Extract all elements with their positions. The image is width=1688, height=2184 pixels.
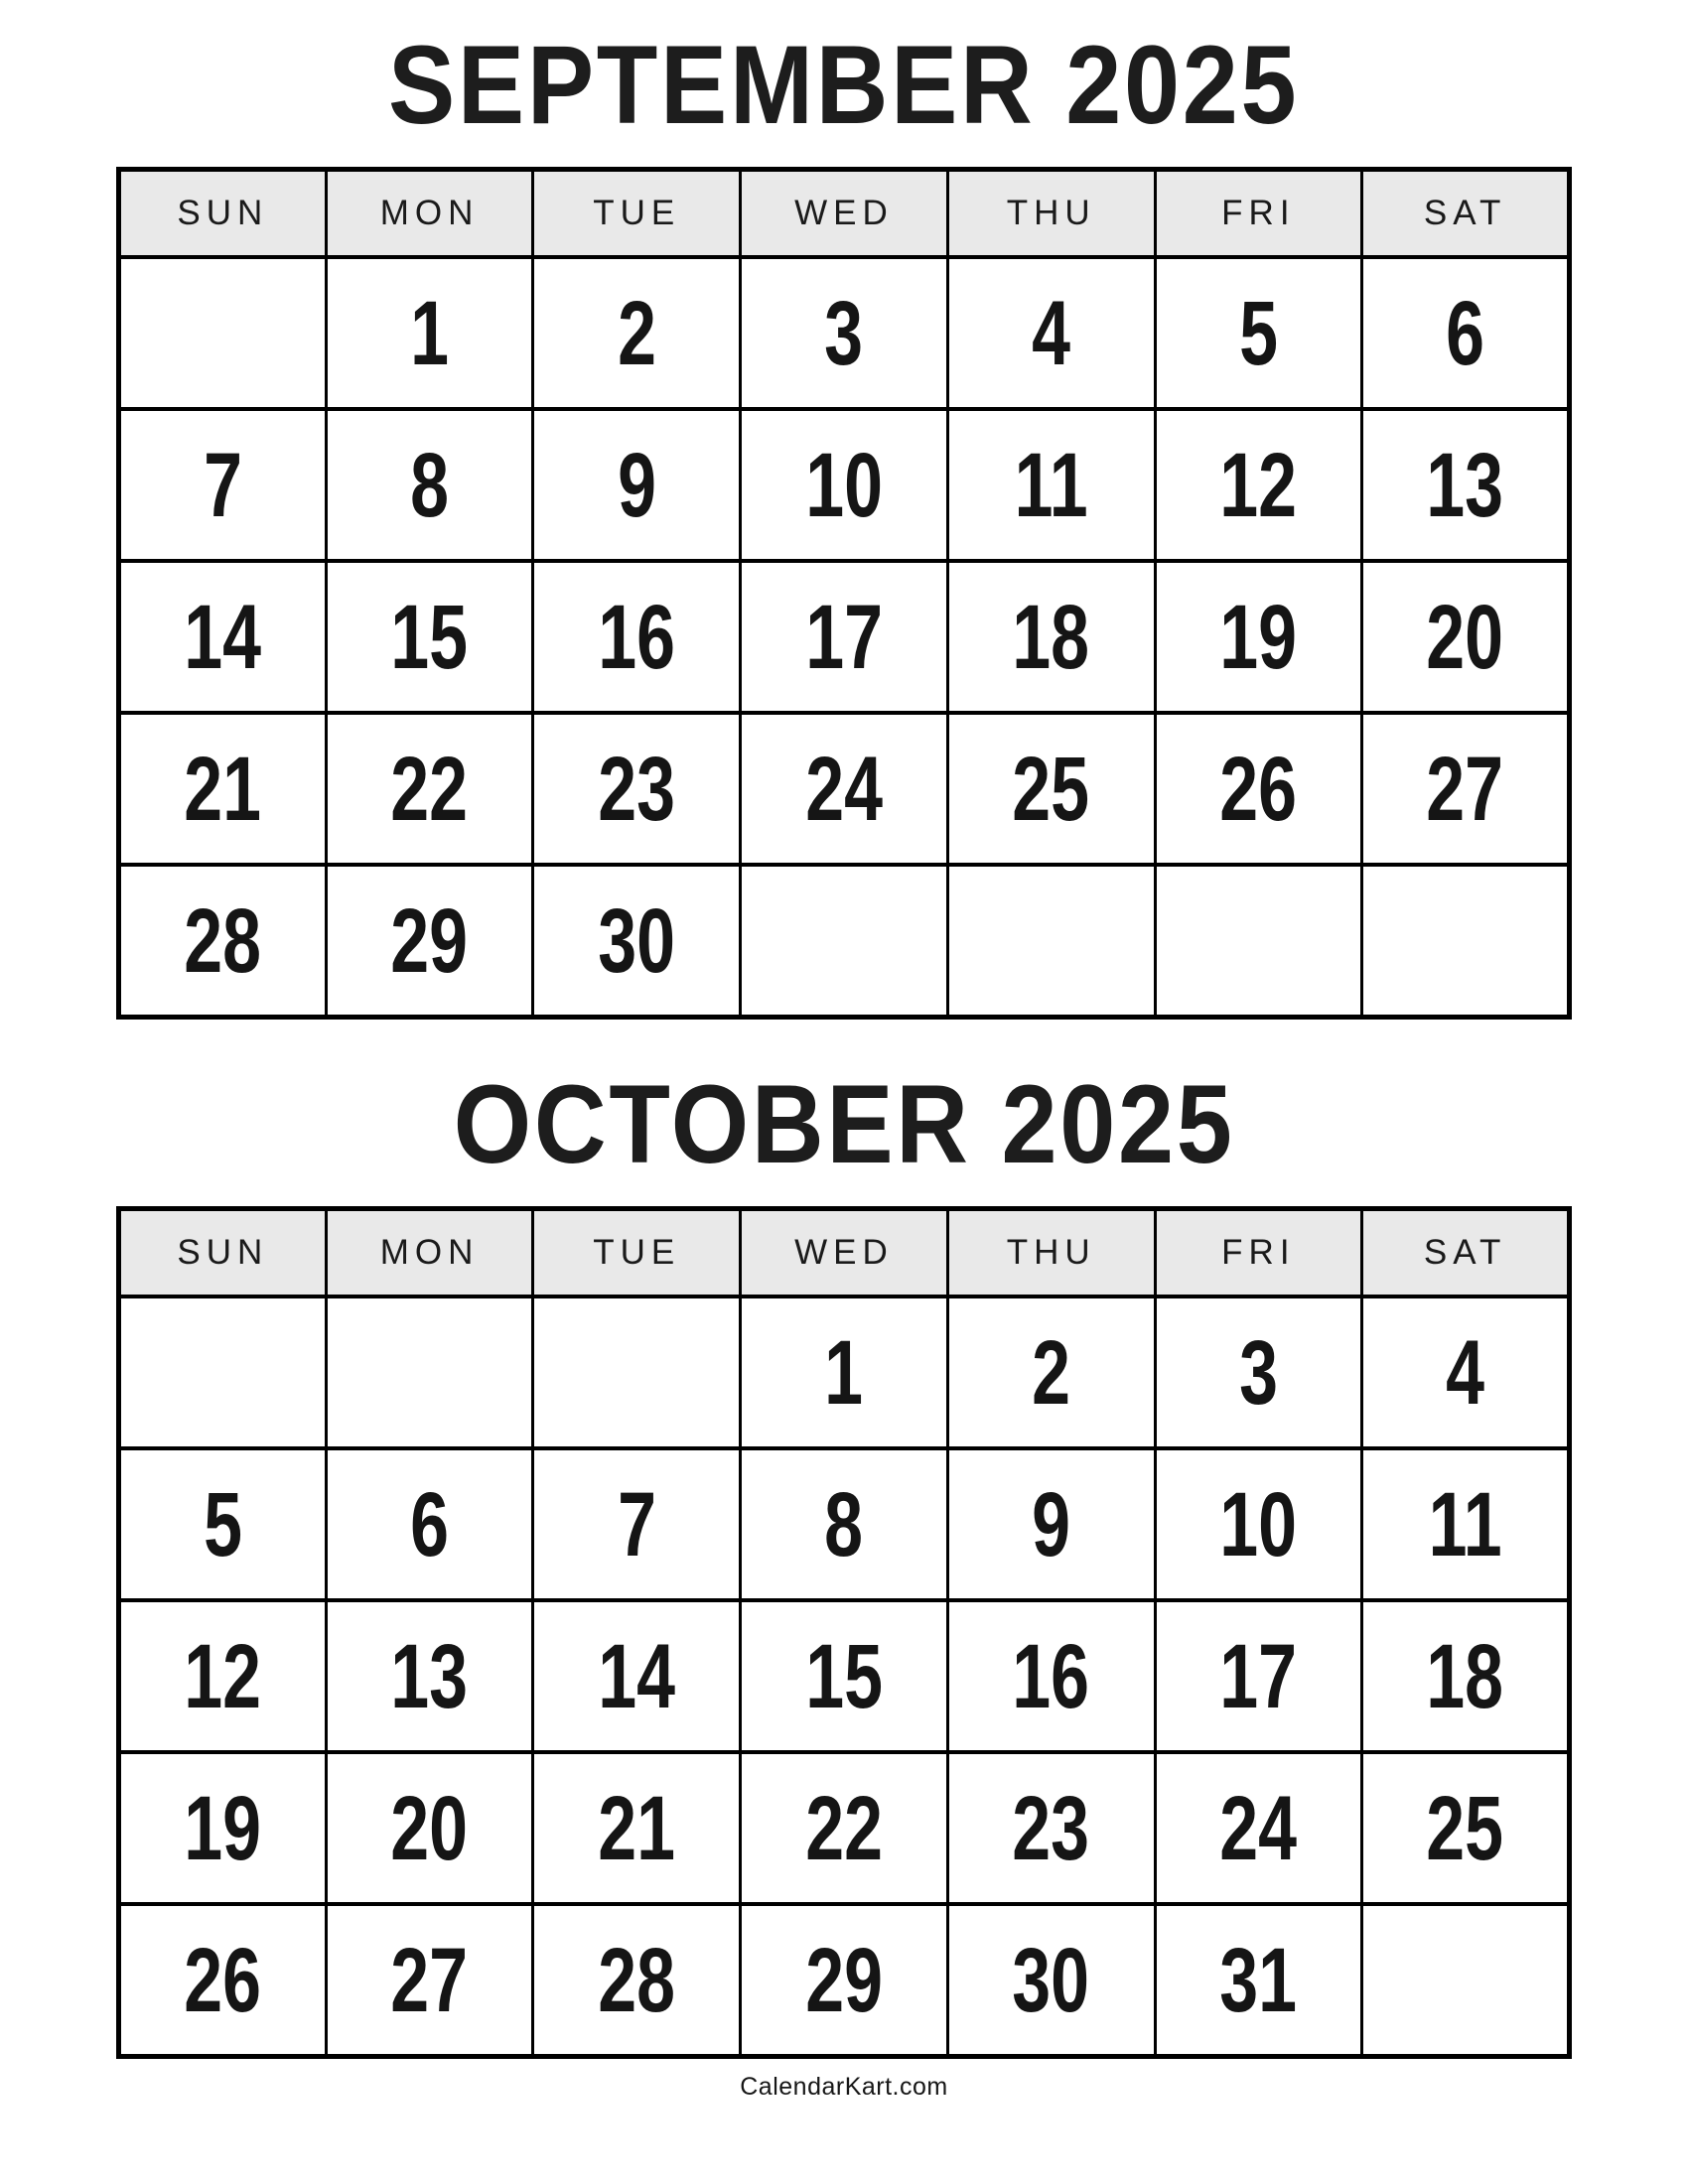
empty-date-cell <box>741 865 948 1018</box>
date-number: 13 <box>390 1625 469 1727</box>
date-cell-september-2025-8 <box>326 409 533 561</box>
week-row-2 <box>119 1448 1570 1600</box>
date-cell-october-2025-9 <box>947 1448 1155 1600</box>
date-cell-october-2025-30 <box>947 1904 1155 2057</box>
date-cell-october-2025-23 <box>947 1752 1155 1904</box>
date-number: 17 <box>805 586 883 688</box>
empty-date-cell <box>1362 865 1570 1018</box>
date-cell-october-2025-10 <box>1155 1448 1362 1600</box>
date-number: 25 <box>1426 1777 1504 1879</box>
empty-date-cell <box>533 1297 741 1448</box>
date-number: 8 <box>824 1473 864 1575</box>
date-number: 18 <box>1426 1625 1504 1727</box>
date-number: 6 <box>410 1473 449 1575</box>
date-number: 23 <box>1012 1777 1090 1879</box>
date-cell-october-2025-18 <box>1362 1600 1570 1752</box>
month-title-october-text: OCTOBER 2025 <box>453 1062 1235 1186</box>
october-2025-calendar-grid <box>116 1206 1572 2059</box>
september-2025-calendar-grid <box>116 167 1572 1020</box>
date-cell-september-2025-27 <box>1362 713 1570 865</box>
date-cell-october-2025-14 <box>533 1600 741 1752</box>
date-number: 14 <box>184 586 262 688</box>
date-number: 26 <box>184 1929 262 2031</box>
date-number: 20 <box>1426 586 1504 688</box>
date-number: 1 <box>824 1321 864 1424</box>
date-cell-october-2025-24 <box>1155 1752 1362 1904</box>
date-cell-october-2025-15 <box>741 1600 948 1752</box>
date-number: 5 <box>203 1473 242 1575</box>
date-number: 11 <box>1014 434 1088 536</box>
date-cell-september-2025-2 <box>533 257 741 409</box>
week-row-3 <box>119 1600 1570 1752</box>
date-cell-september-2025-7 <box>119 409 327 561</box>
date-number: 13 <box>1426 434 1504 536</box>
date-cell-october-2025-28 <box>533 1904 741 2057</box>
september-2025-section <box>116 0 1572 1020</box>
date-cell-september-2025-19 <box>1155 561 1362 713</box>
date-cell-october-2025-22 <box>741 1752 948 1904</box>
date-number: 22 <box>390 738 469 840</box>
date-cell-october-2025-26 <box>119 1904 327 2057</box>
week-row-5 <box>119 865 1570 1018</box>
date-number: 5 <box>1238 282 1278 384</box>
week-row-2 <box>119 409 1570 561</box>
date-number: 27 <box>1426 738 1504 840</box>
date-number: 4 <box>1032 282 1071 384</box>
date-cell-october-2025-12 <box>119 1600 327 1752</box>
weekday-header-sat: SAT <box>1362 170 1570 258</box>
date-cell-september-2025-9 <box>533 409 741 561</box>
date-cell-september-2025-10 <box>741 409 948 561</box>
date-cell-september-2025-25 <box>947 713 1155 865</box>
week-row-1 <box>119 1297 1570 1448</box>
date-number: 30 <box>598 889 676 992</box>
date-number: 31 <box>1219 1929 1298 2031</box>
date-number: 12 <box>1219 434 1298 536</box>
date-cell-september-2025-24 <box>741 713 948 865</box>
date-number: 10 <box>1219 1473 1298 1575</box>
footer-branding: CalendarKart.com <box>740 2073 948 2101</box>
date-cell-october-2025-29 <box>741 1904 948 2057</box>
date-cell-october-2025-11 <box>1362 1448 1570 1600</box>
weekday-header-mon: MON <box>326 170 533 258</box>
date-number: 10 <box>805 434 883 536</box>
date-cell-october-2025-5 <box>119 1448 327 1600</box>
date-number: 9 <box>1032 1473 1071 1575</box>
date-cell-october-2025-13 <box>326 1600 533 1752</box>
weekday-header-sun: SUN <box>119 1209 327 1297</box>
date-cell-october-2025-6 <box>326 1448 533 1600</box>
date-number: 20 <box>390 1777 469 1879</box>
weekday-header-fri: FRI <box>1155 1209 1362 1297</box>
weekday-header-wed: WED <box>741 170 948 258</box>
date-cell-september-2025-26 <box>1155 713 1362 865</box>
date-number: 4 <box>1446 1321 1485 1424</box>
date-number: 15 <box>390 586 469 688</box>
date-number: 21 <box>184 738 262 840</box>
date-cell-october-2025-27 <box>326 1904 533 2057</box>
date-cell-october-2025-17 <box>1155 1600 1362 1752</box>
weekday-header-tue: TUE <box>533 1209 741 1297</box>
date-number: 1 <box>410 282 449 384</box>
empty-date-cell <box>326 1297 533 1448</box>
week-row-4 <box>119 713 1570 865</box>
date-cell-september-2025-30 <box>533 865 741 1018</box>
date-cell-october-2025-3 <box>1155 1297 1362 1448</box>
date-number: 24 <box>1219 1777 1298 1879</box>
date-number: 28 <box>184 889 262 992</box>
date-number: 18 <box>1012 586 1090 688</box>
week-row-3 <box>119 561 1570 713</box>
month-title-september <box>116 23 1572 147</box>
weekday-header-sun: SUN <box>119 170 327 258</box>
date-number: 3 <box>824 282 864 384</box>
date-cell-september-2025-17 <box>741 561 948 713</box>
weekday-header-wed: WED <box>741 1209 948 1297</box>
empty-date-cell <box>947 865 1155 1018</box>
date-number: 27 <box>390 1929 469 2031</box>
date-number: 11 <box>1428 1473 1502 1575</box>
date-cell-september-2025-13 <box>1362 409 1570 561</box>
date-cell-september-2025-18 <box>947 561 1155 713</box>
date-cell-september-2025-3 <box>741 257 948 409</box>
week-row-4 <box>119 1752 1570 1904</box>
date-cell-september-2025-5 <box>1155 257 1362 409</box>
empty-date-cell <box>1155 865 1362 1018</box>
date-number: 19 <box>1219 586 1298 688</box>
month-title-september-text: SEPTEMBER 2025 <box>388 23 1300 147</box>
weekday-header-row <box>119 170 1570 258</box>
date-number: 15 <box>805 1625 883 1727</box>
date-cell-september-2025-21 <box>119 713 327 865</box>
date-cell-september-2025-28 <box>119 865 327 1018</box>
date-number: 7 <box>617 1473 656 1575</box>
date-number: 3 <box>1238 1321 1278 1424</box>
weekday-header-fri: FRI <box>1155 170 1362 258</box>
weekday-header-row <box>119 1209 1570 1297</box>
date-number: 2 <box>1032 1321 1071 1424</box>
date-number: 9 <box>617 434 656 536</box>
date-number: 30 <box>1012 1929 1090 2031</box>
date-cell-september-2025-22 <box>326 713 533 865</box>
weekday-header-thu: THU <box>947 1209 1155 1297</box>
date-cell-september-2025-15 <box>326 561 533 713</box>
date-number: 23 <box>598 738 676 840</box>
october-2025-section <box>116 1020 1572 2059</box>
date-number: 26 <box>1219 738 1298 840</box>
date-number: 17 <box>1219 1625 1298 1727</box>
date-cell-october-2025-25 <box>1362 1752 1570 1904</box>
date-cell-october-2025-31 <box>1155 1904 1362 2057</box>
date-cell-october-2025-4 <box>1362 1297 1570 1448</box>
date-cell-september-2025-23 <box>533 713 741 865</box>
date-cell-october-2025-1 <box>741 1297 948 1448</box>
date-number: 19 <box>184 1777 262 1879</box>
weekday-header-sat: SAT <box>1362 1209 1570 1297</box>
month-title-october <box>116 1062 1572 1186</box>
date-number: 7 <box>203 434 242 536</box>
date-cell-september-2025-16 <box>533 561 741 713</box>
date-cell-september-2025-12 <box>1155 409 1362 561</box>
weekday-header-thu: THU <box>947 170 1155 258</box>
date-cell-october-2025-2 <box>947 1297 1155 1448</box>
date-number: 29 <box>805 1929 883 2031</box>
empty-date-cell <box>1362 1904 1570 2057</box>
date-number: 21 <box>598 1777 676 1879</box>
date-cell-october-2025-21 <box>533 1752 741 1904</box>
date-number: 16 <box>1012 1625 1090 1727</box>
week-row-5 <box>119 1904 1570 2057</box>
date-number: 14 <box>598 1625 676 1727</box>
date-number: 2 <box>617 282 656 384</box>
week-row-1 <box>119 257 1570 409</box>
date-number: 22 <box>805 1777 883 1879</box>
date-cell-october-2025-19 <box>119 1752 327 1904</box>
date-number: 6 <box>1446 282 1485 384</box>
date-number: 28 <box>598 1929 676 2031</box>
date-number: 25 <box>1012 738 1090 840</box>
empty-date-cell <box>119 1297 327 1448</box>
weekday-header-mon: MON <box>326 1209 533 1297</box>
date-number: 24 <box>805 738 883 840</box>
date-number: 29 <box>390 889 469 992</box>
date-cell-september-2025-11 <box>947 409 1155 561</box>
date-cell-september-2025-1 <box>326 257 533 409</box>
date-cell-september-2025-4 <box>947 257 1155 409</box>
date-cell-september-2025-29 <box>326 865 533 1018</box>
date-number: 12 <box>184 1625 262 1727</box>
empty-date-cell <box>119 257 327 409</box>
date-cell-september-2025-14 <box>119 561 327 713</box>
date-cell-september-2025-20 <box>1362 561 1570 713</box>
date-cell-october-2025-7 <box>533 1448 741 1600</box>
date-number: 16 <box>598 586 676 688</box>
date-cell-october-2025-16 <box>947 1600 1155 1752</box>
date-cell-september-2025-6 <box>1362 257 1570 409</box>
weekday-header-tue: TUE <box>533 170 741 258</box>
date-cell-october-2025-20 <box>326 1752 533 1904</box>
date-cell-october-2025-8 <box>741 1448 948 1600</box>
date-number: 8 <box>410 434 449 536</box>
